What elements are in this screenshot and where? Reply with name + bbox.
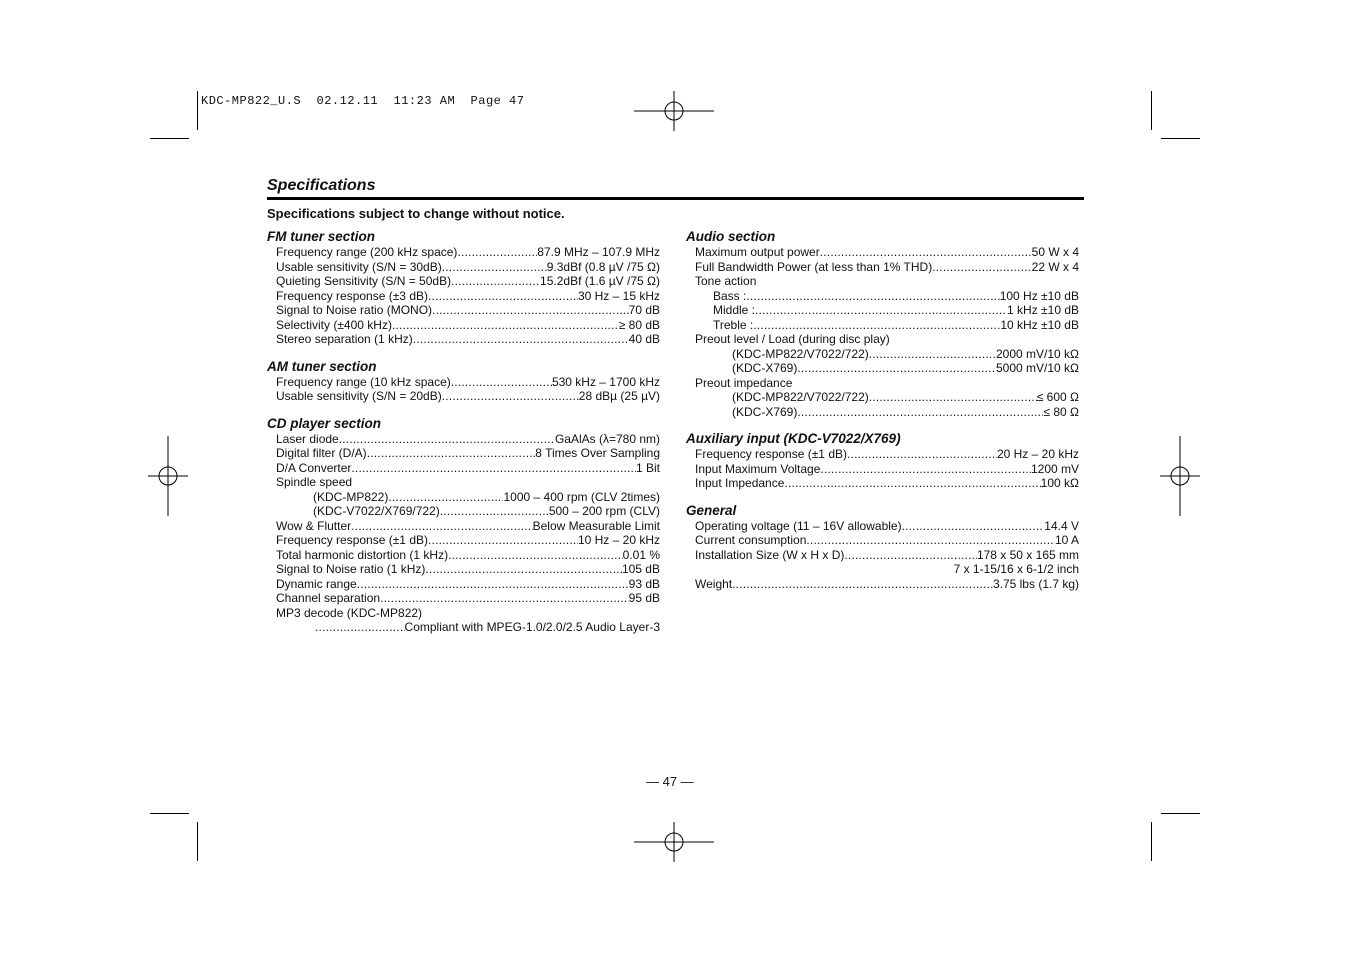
spec-label: Input Impedance [695, 476, 785, 490]
dot-leader [755, 303, 1007, 318]
spec-row [267, 289, 660, 304]
dot-leader [442, 260, 547, 275]
registration-crosshair-icon [634, 91, 714, 131]
spec-label: D/A Converter [276, 460, 352, 475]
dot-leader [351, 461, 636, 476]
dot-leader [797, 405, 1043, 420]
crop-mark [1151, 91, 1152, 130]
spec-label: Usable sensitivity (S/N = 20dB) [276, 389, 442, 403]
dot-leader [869, 347, 996, 362]
section-title: FM tuner section [267, 229, 376, 244]
spec-label: Frequency response (±3 dB) [276, 288, 428, 303]
spec-label: Weight [695, 576, 733, 591]
crop-mark [197, 91, 198, 130]
section-title: AM tuner section [267, 358, 377, 374]
spec-section [686, 503, 1079, 592]
dot-leader [847, 447, 997, 462]
spec-row [267, 375, 660, 390]
crop-mark [1161, 138, 1200, 139]
spec-value: 100 Hz ±10 dB [999, 288, 1079, 303]
dot-leader [806, 533, 1055, 548]
dot-leader [932, 260, 1031, 275]
dot-leader [451, 274, 540, 289]
spec-row [267, 245, 660, 260]
spec-value: 10 Hz – 20 kHz [577, 533, 660, 547]
spec-label: Digital filter (D/A) [276, 446, 367, 460]
spec-row [267, 332, 660, 347]
spec-row [267, 606, 660, 621]
spec-label: Selectivity (±400 kHz) [276, 317, 392, 332]
spec-value: 93 dB [628, 576, 660, 591]
spec-row [686, 376, 1079, 391]
spec-row [267, 318, 660, 333]
dot-leader [448, 548, 623, 563]
spec-row [686, 332, 1079, 347]
crop-mark [150, 813, 189, 814]
registration-crosshair-icon [634, 822, 714, 862]
spec-section [686, 431, 1079, 491]
spec-value: 3.75 lbs (1.7 kg) [992, 576, 1079, 591]
crop-mark [1151, 822, 1152, 861]
spec-value: 15.2dBf (1.6 µV /75 Ω) [540, 274, 660, 288]
spec-label: Frequency response (±1 dB) [276, 533, 428, 547]
dot-leader [442, 389, 579, 404]
crop-mark [197, 822, 198, 861]
spec-value: 2000 mV/10 kΩ [995, 346, 1079, 361]
spec-label: Frequency response (±1 dB) [695, 447, 847, 461]
print-slug: KDC-MP822_U.S 02.12.11 11:23 AM Page 47 [201, 94, 525, 108]
spec-value: 1 kHz ±10 dB [1007, 303, 1079, 317]
registration-crosshair-icon [148, 436, 188, 516]
spec-label: Dynamic range [276, 576, 357, 591]
spec-label: Spindle speed [276, 475, 353, 489]
spec-section [267, 416, 660, 635]
dot-leader [457, 245, 537, 260]
page-number: — 47 — [646, 774, 694, 789]
spec-label: Preout impedance [695, 375, 793, 390]
spec-row [686, 519, 1079, 534]
dot-leader [797, 361, 996, 376]
spec-value: 87.9 MHz – 107.9 MHz [537, 245, 660, 259]
dot-leader [753, 318, 1000, 333]
left-column [267, 229, 660, 647]
spec-section [686, 229, 1079, 419]
spec-value: 100 kΩ [1040, 476, 1079, 490]
spec-value: 20 Hz – 20 kHz [996, 447, 1079, 461]
spec-row [267, 533, 660, 548]
spec-value: 10 A [1054, 533, 1079, 547]
spec-label: Installation Size (W x H x D) [695, 547, 845, 562]
spec-row [686, 347, 1079, 362]
spec-row [686, 533, 1079, 548]
dot-leader [413, 332, 629, 347]
spec-value: GaAlAs (λ=780 nm) [554, 431, 660, 446]
spec-value: 0.01 % [622, 547, 660, 562]
spec-row [267, 591, 660, 606]
registration-crosshair-icon [1160, 436, 1200, 516]
spec-label: (KDC-X769) [732, 361, 798, 375]
spec-label: (KDC-MP822) [313, 489, 389, 504]
spec-row [267, 303, 660, 318]
spec-label: Operating voltage (11 – 16V allowable) [695, 518, 902, 533]
spec-row [267, 461, 660, 476]
dot-leader [451, 375, 552, 390]
section-title: Auxiliary input (KDC-V7022/X769) [686, 431, 901, 446]
spec-value: 5000 mV/10 kΩ [995, 361, 1079, 375]
spec-row [686, 462, 1079, 477]
dot-leader [425, 562, 622, 577]
dot-leader [844, 548, 977, 563]
notice-text: Specifications subject to change without notice. [267, 206, 565, 221]
spec-row [686, 476, 1079, 491]
spec-label: Channel separation [276, 591, 381, 605]
spec-row [686, 318, 1079, 333]
spec-value: 14.4 V [1044, 518, 1079, 533]
spec-value: 40 dB [628, 332, 660, 346]
dot-leader [902, 519, 1045, 534]
spec-value: 10 kHz ±10 dB [1000, 317, 1079, 332]
section-title: General [686, 502, 737, 518]
spec-value: Below Measurable Limit [532, 518, 660, 533]
spec-value: 1 Bit [635, 460, 660, 475]
spec-label: Tone action [695, 274, 757, 288]
spec-value: 7 x 1-15/16 x 6-1/2 inch [953, 562, 1079, 576]
dot-leader [869, 390, 1037, 405]
spec-label: Input Maximum Voltage [695, 461, 821, 476]
spec-row [686, 361, 1079, 376]
spec-row [686, 260, 1079, 275]
spec-value: 22 W x 4 [1031, 259, 1079, 274]
spec-row [686, 577, 1079, 592]
spec-row [267, 519, 660, 534]
spec-row [267, 260, 660, 275]
spec-label: MP3 decode (KDC-MP822) [276, 605, 423, 620]
spec-row [267, 274, 660, 289]
dot-leader [732, 577, 993, 592]
dot-leader [820, 245, 1032, 260]
spec-value: ≤ 600 Ω [1036, 390, 1079, 404]
spec-label: Wow & Flutter [276, 518, 352, 533]
spec-row [686, 390, 1079, 405]
spec-label: Current consumption [695, 533, 807, 547]
spec-label: Signal to Noise ratio (1 kHz) [276, 562, 426, 576]
spec-value: 178 x 50 x 165 mm [976, 547, 1079, 562]
spec-value: 9.3dBf (0.8 µV /75 Ω) [546, 259, 660, 274]
spec-label: Laser diode [276, 431, 339, 446]
dot-leader [315, 620, 405, 635]
spec-label: Stereo separation (1 kHz) [276, 332, 413, 346]
spec-row [267, 475, 660, 490]
spec-row [267, 504, 660, 519]
spec-value: 70 dB [628, 303, 660, 317]
spec-label: Treble : [713, 317, 754, 332]
dot-leader [428, 533, 578, 548]
spec-row [267, 562, 660, 577]
spec-row [267, 389, 660, 404]
spec-label: (KDC-MP822/V7022/722) [732, 390, 869, 404]
spec-label: (KDC-X769) [732, 404, 798, 419]
spec-label: (KDC-V7022/X769/722) [313, 504, 440, 518]
spec-label: Signal to Noise ratio (MONO) [276, 303, 433, 317]
spec-row [686, 274, 1079, 289]
spec-row [267, 446, 660, 461]
spec-row [686, 405, 1079, 420]
spec-value: 105 dB [621, 562, 660, 576]
spec-label: Middle : [713, 303, 756, 317]
dot-leader [440, 504, 549, 519]
spec-row [267, 620, 660, 635]
spec-value: 500 – 200 rpm (CLV) [548, 504, 660, 518]
spec-value: 95 dB [628, 591, 660, 605]
spec-value: 8 Times Over Sampling [535, 446, 660, 460]
dot-leader [351, 519, 532, 534]
spec-section [267, 229, 660, 347]
spec-value: Compliant with MPEG-1.0/2.0/2.5 Audio Layer-3 [404, 620, 660, 634]
spec-label: Preout level / Load (during disc play) [695, 332, 890, 346]
dot-leader [784, 476, 1040, 491]
spec-row [686, 447, 1079, 462]
dot-leader [388, 490, 503, 505]
spec-row [686, 548, 1079, 563]
spec-row [686, 289, 1079, 304]
spec-value: 50 W x 4 [1031, 245, 1079, 259]
spec-label: Quieting Sensitivity (S/N = 50dB) [276, 274, 452, 288]
section-title: Audio section [686, 229, 776, 244]
crop-mark [1161, 813, 1200, 814]
spec-value: 530 kHz – 1700 kHz [551, 374, 660, 389]
spec-value: 30 Hz – 15 kHz [577, 288, 660, 303]
spec-row [686, 245, 1079, 260]
spec-label: Frequency range (200 kHz space) [276, 245, 458, 259]
dot-leader [367, 446, 536, 461]
dot-leader [820, 462, 1031, 477]
dot-leader [339, 432, 555, 447]
crop-mark [150, 138, 189, 139]
spec-row [267, 577, 660, 592]
right-column [686, 229, 1079, 603]
dot-leader [746, 289, 999, 304]
spec-row [267, 548, 660, 563]
spec-label: Frequency range (10 kHz space) [276, 374, 451, 389]
dot-leader [432, 303, 629, 318]
spec-label: Usable sensitivity (S/N = 30dB) [276, 259, 442, 274]
spec-row [267, 432, 660, 447]
spec-value: ≥ 80 dB [618, 317, 660, 332]
dot-leader [357, 577, 629, 592]
page-title: Specifications [267, 177, 376, 194]
spec-label: Total harmonic distortion (1 kHz) [276, 547, 449, 562]
spec-row [267, 490, 660, 505]
spec-value: 28 dBµ (25 µV) [578, 389, 660, 403]
spec-label: Full Bandwidth Power (at less than 1% THD) [695, 259, 933, 274]
spec-row [686, 562, 1079, 577]
dot-leader [392, 318, 619, 333]
spec-value: 1000 – 400 rpm (CLV 2times) [503, 489, 660, 504]
dot-leader [380, 591, 629, 606]
spec-value: ≤ 80 Ω [1043, 404, 1079, 419]
spec-value: 1200 mV [1030, 461, 1079, 476]
dot-leader [428, 289, 578, 304]
spec-section [267, 359, 660, 404]
spec-row [686, 303, 1079, 318]
spec-label: Bass : [713, 288, 747, 303]
spec-label: Maximum output power [695, 245, 820, 259]
title-rule [267, 197, 1084, 200]
section-title: CD player section [267, 415, 382, 431]
spec-label: (KDC-MP822/V7022/722) [732, 346, 869, 361]
